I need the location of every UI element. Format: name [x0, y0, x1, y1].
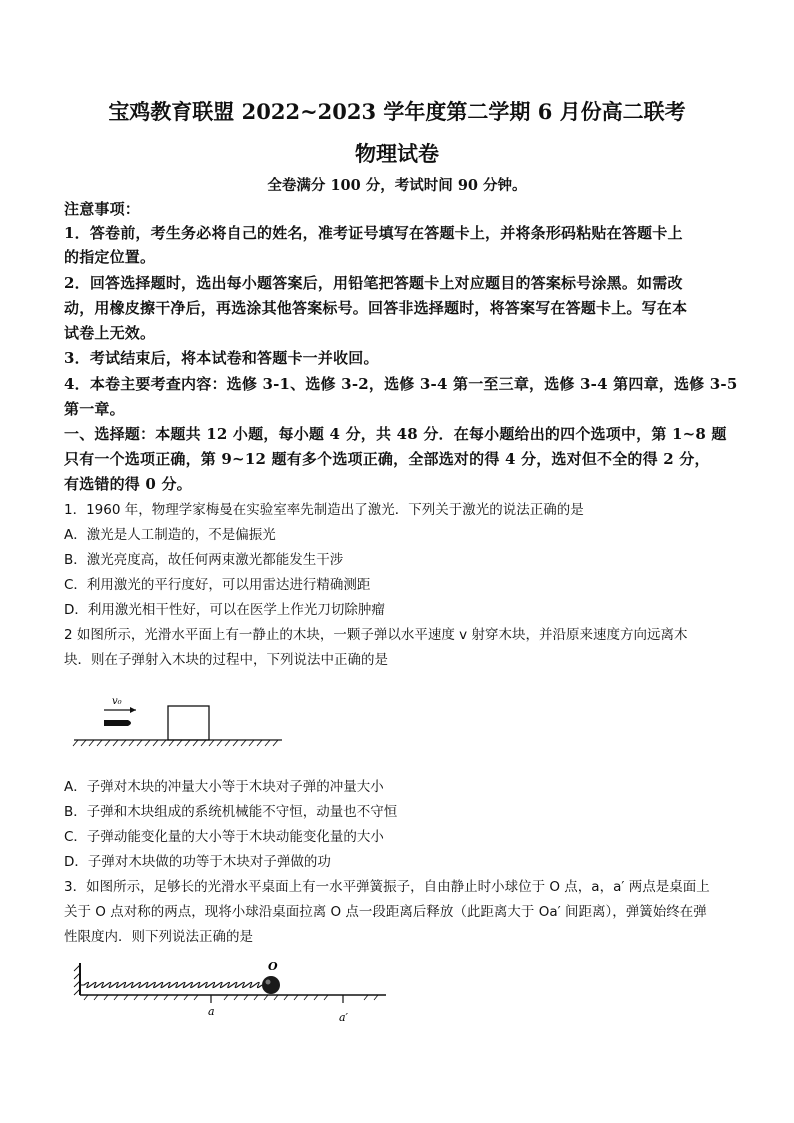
- bullet: [104, 720, 131, 726]
- section-instruction: 有选错的得 0 分。: [64, 475, 192, 493]
- table-hatching: [84, 995, 378, 1000]
- q2-option-b: B．子弹和木块组成的系统机械能不守恒，动量也不守恒: [64, 804, 398, 820]
- q2-option-c: C．子弹动能变化量的大小等于木块动能变化量的大小: [64, 829, 384, 845]
- q1-stem: 1．1960 年，物理学家梅曼在实验室率先制造出了激光．下列关于激光的说法正确的是: [64, 502, 584, 518]
- q2-stem: 块．则在子弹射入木块的过程中，下列说法中正确的是: [64, 652, 388, 668]
- q3-stem: 3．如图所示，足够长的光滑水平桌面上有一水平弹簧振子，自由静止时小球位于 O 点，a，a′ 两点是桌面上: [64, 879, 710, 895]
- spring-oscillator-figure: [68, 955, 398, 1030]
- velocity-arrowhead: [130, 707, 136, 713]
- label-a: a: [208, 1005, 215, 1018]
- q3-stem: 性限度内．则下列说法正确的是: [64, 929, 253, 945]
- q1-option-c: C．利用激光的平行度好，可以用雷达进行精确测距: [64, 577, 371, 593]
- q1-option-a: A．激光是人工制造的，不是偏振光: [64, 527, 276, 543]
- q3-stem: 关于 O 点对称的两点，现将小球沿桌面拉离 O 点一段距离后释放（此距离大于 Oa′ 间距离），弹簧始终在弹: [64, 904, 707, 920]
- q1-option-d: D．利用激光相干性好，可以在医学上作光刀切除肿瘤: [64, 602, 385, 618]
- notes-line: 2．回答选择题时，选出每小题答案后，用铅笔把答题卡上对应题目的答案标号涂黑。如需改: [64, 274, 683, 292]
- subject-title: 物理试卷: [355, 141, 439, 166]
- bullet-block-figure: [70, 690, 290, 750]
- exam-title: 宝鸡教育联盟 2022~2023 学年度第二学期 6 月份高二联考: [108, 99, 686, 124]
- label-o: O: [268, 960, 278, 973]
- notes-line: 第一章。: [64, 400, 125, 418]
- spring-coil: [80, 982, 262, 987]
- ball: [262, 976, 280, 994]
- notes-heading: 注意事项：: [64, 200, 141, 218]
- notes-line: 试卷上无效。: [64, 324, 156, 342]
- q2-option-a: A．子弹对木块的冲量大小等于木块对子弹的冲量大小: [64, 779, 384, 795]
- velocity-label: v₀: [112, 696, 122, 707]
- ball-highlight: [266, 980, 271, 985]
- q2-option-d: D．子弹对木块做的功等于木块对子弹做的功: [64, 854, 331, 870]
- notes-line: 4．本卷主要考查内容：选修 3-1、选修 3-2，选修 3-4 第一至三章，选修 3-4 第四章，选修 3-5: [64, 375, 738, 393]
- exam-info: 全卷满分 100 分，考试时间 90 分钟。: [267, 177, 527, 194]
- q1-option-b: B．激光亮度高，故任何两束激光都能发生干涉: [64, 552, 344, 568]
- section-instruction: 一、选择题：本题共 12 小题，每小题 4 分，共 48 分．在每小题给出的四个选项中，第 1~8 题: [64, 425, 727, 443]
- wood-block: [168, 706, 209, 740]
- q2-stem: 2 如图所示，光滑水平面上有一静止的木块，一颗子弹以水平速度 v 射穿木块，并沿原来速度方向远离木: [64, 627, 688, 643]
- notes-line: 1．答卷前，考生务必将自己的姓名，准考证号填写在答题卡上，并将条形码粘贴在答题卡上: [64, 224, 683, 242]
- notes-line: 的指定位置。: [64, 248, 156, 266]
- ground-hatching: [73, 740, 278, 746]
- label-a-prime: a′: [339, 1011, 349, 1024]
- notes-line: 动，用橡皮擦干净后，再选涂其他答案标号。回答非选择题时，将答案写在答题卡上。写在本: [64, 299, 688, 317]
- notes-line: 3．考试结束后，将本试卷和答题卡一并收回。: [64, 349, 379, 367]
- section-instruction: 只有一个选项正确，第 9~12 题有多个选项正确，全部选对的得 4 分，选对但不全的得 2 分，: [64, 450, 710, 468]
